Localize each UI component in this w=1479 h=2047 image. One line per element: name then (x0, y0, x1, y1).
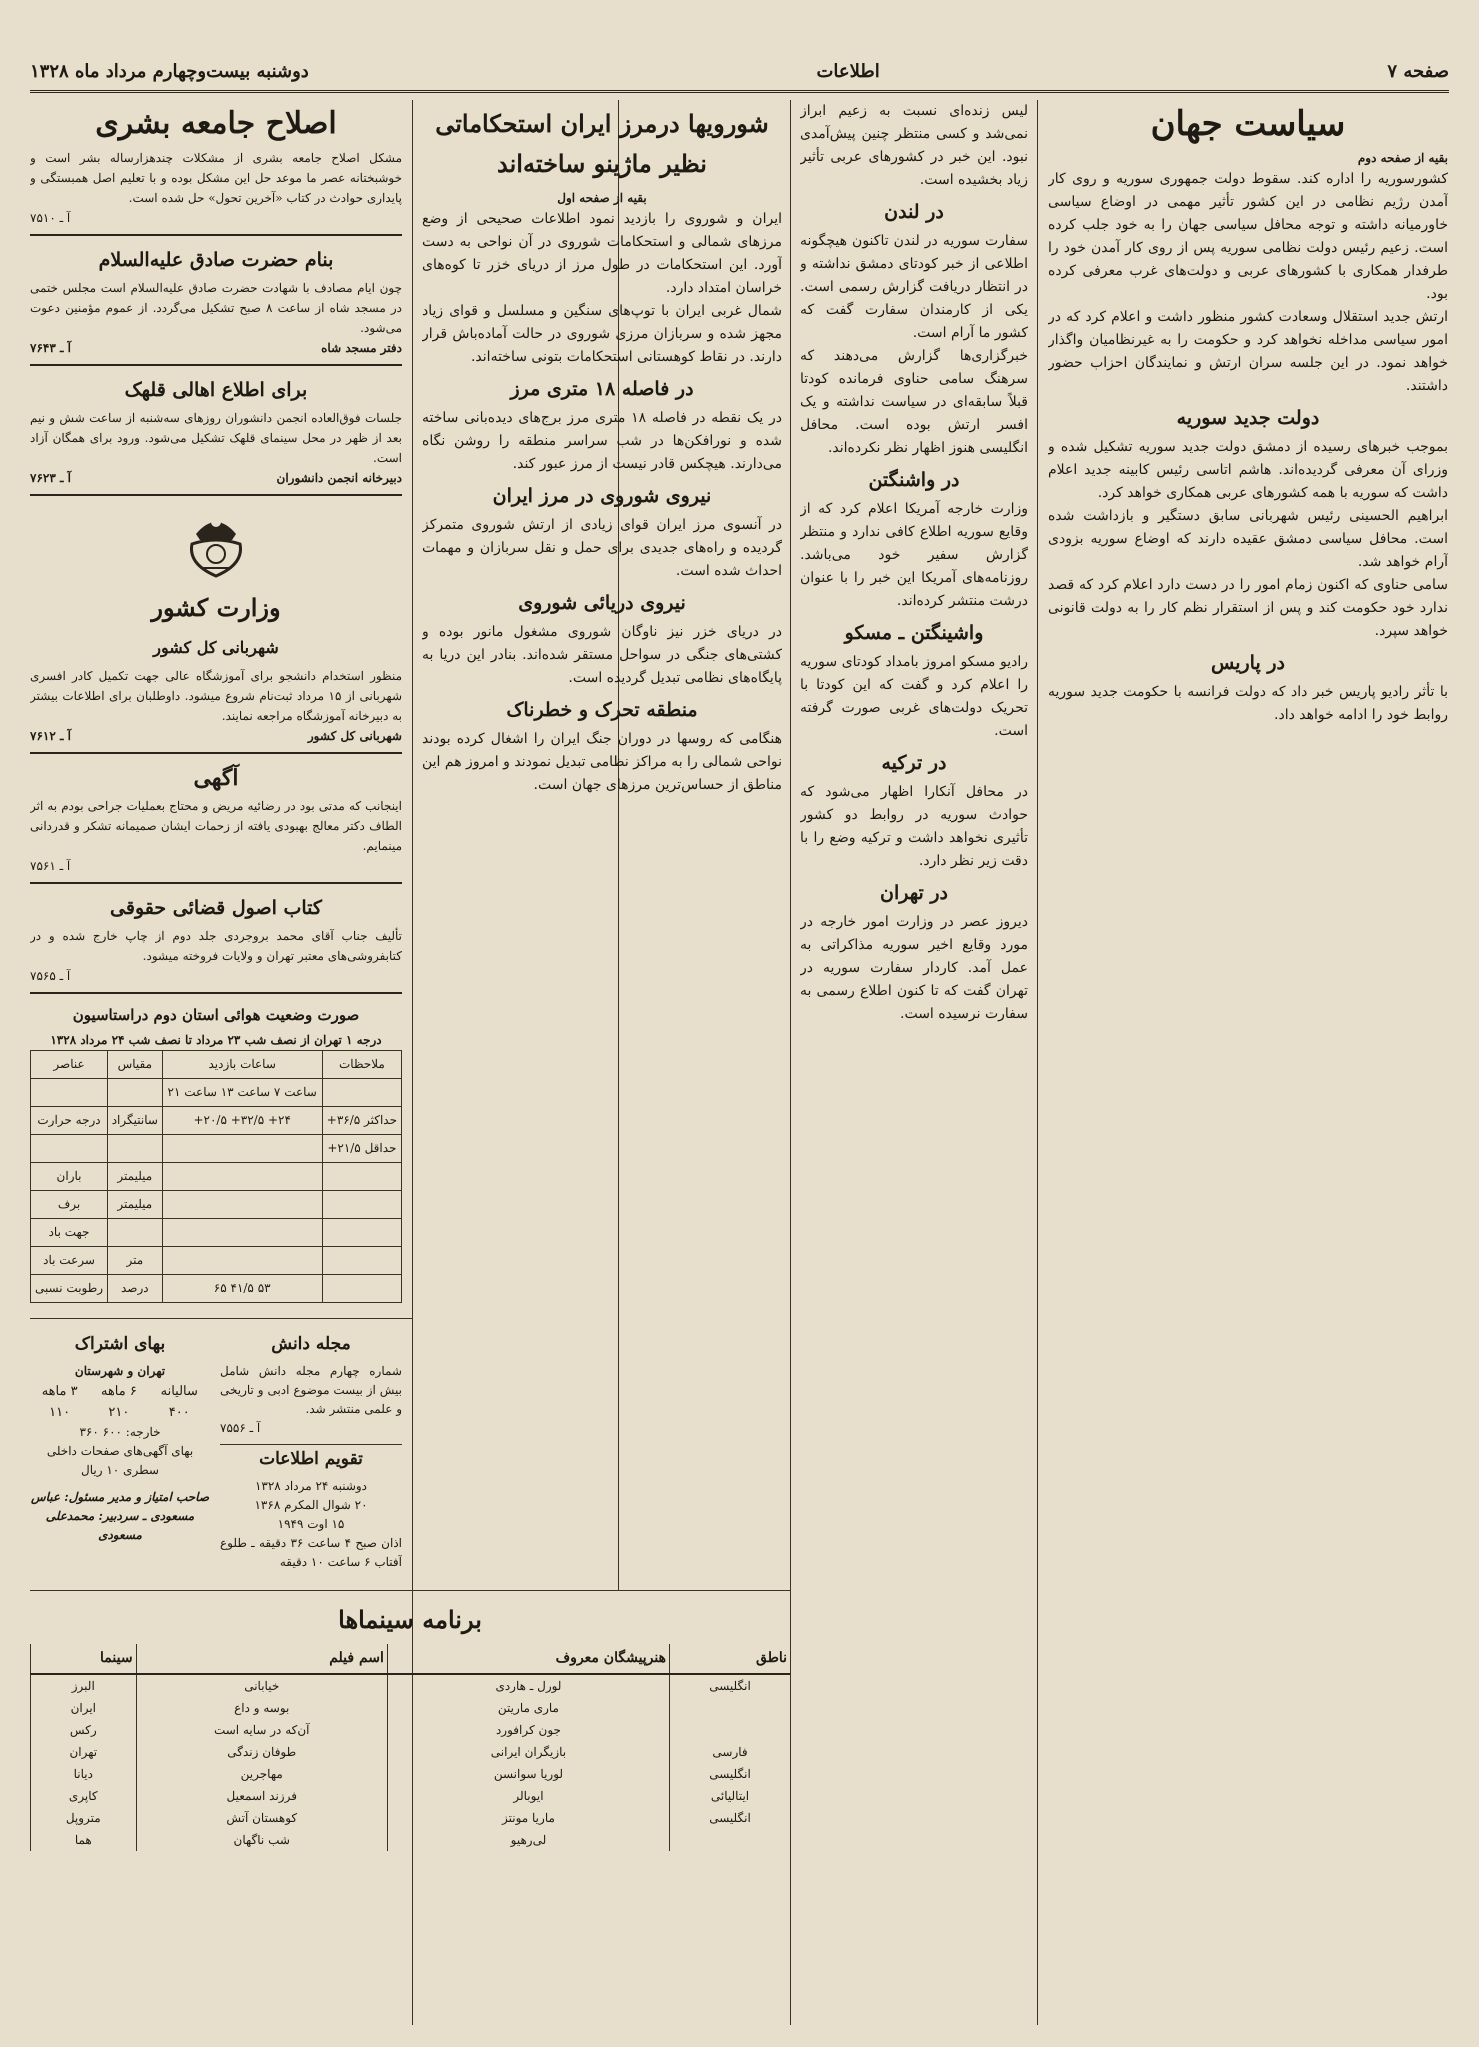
weather-cell: سانتیگراد (108, 1107, 163, 1135)
article-text: سامی حناوی که اکنون زمام امور را در دست دارد اعلام کرد که قصد ندارد خود حکومت کند و پس از استقرار نظم کار را به دولت قانونی خواهد سپرد. (1048, 577, 1448, 639)
subscription-note: بهای آگهی‌های صفحات داخلی سطری ۱۰ ریال (46, 1444, 194, 1477)
weather-cell (162, 1247, 322, 1275)
subscription-title: بهای اشتراک (74, 1334, 166, 1354)
article-text: لیس زنده‌ای نسبت به زعیم ابراز نمی‌شد و کسی منتظر چنین پیش‌آمدی نبود. این خبر در کشورهای عربی تأثیر زیاد بخشیده است. (800, 103, 1028, 188)
cinema-cell: انگلیسی (670, 1807, 790, 1829)
cinema-header: اسم فیلم (136, 1644, 387, 1674)
weather-cell (322, 1275, 401, 1303)
cinema-cell (670, 1829, 790, 1851)
cinema-row (31, 1807, 791, 1829)
calendar-times: اذان صبح ۴ ساعت ۳۶ دقیقه ـ طلوع آفتاب ۶ ساعت ۱۰ دقیقه (220, 1536, 402, 1569)
weather-cell: جهت باد (31, 1219, 108, 1247)
article-text: کشورسوریه را اداره کند. سقوط دولت جمهوری سوریه و روی کار آمدن رژیم نظامی در این کشور تأثیر مهمی در اوضاع سیاسی خاورمیانه داشته و توجه محافل سیاسی جهان را به خود جلب کرده است. زعیم رئیس دولت نظامی سوریه پس از روی کار آمدن خود را طرفدار همکاری با کشورهای عربی و دولت‌های غرب معرفی کرده بود. (1048, 171, 1448, 302)
weather-row (31, 1135, 402, 1163)
article-title: سیاست جهان (1150, 104, 1346, 144)
issue-date: دوشنبه بیست‌وچهارم مرداد ماه ۱۳۲۸ (30, 60, 309, 82)
weather-cell (31, 1135, 108, 1163)
subscription-period: ۳ ماهه (41, 1384, 78, 1399)
weather-cell (162, 1135, 322, 1163)
cinema-cell: تهران (31, 1741, 137, 1763)
cinema-cell: البرز (31, 1674, 137, 1697)
ad-reference: آ ـ ۷۵۶۵ (30, 969, 71, 983)
weather-cell (162, 1163, 322, 1191)
article-text: وزارت خارجه آمریکا اعلام کرد که از وقایع سوریه اطلاع کافی ندارد و منتظر گزارش سفیر خود می‌باشد. روزنامه‌های آمریکا این خبر را با عنوان درشت منتشر کرده‌اند. (800, 501, 1028, 609)
cinema-header: سینما (31, 1644, 137, 1674)
cinema-cell: ماری ماریتن (387, 1697, 669, 1719)
weather-cell: حداکثر ۳۶/۵+ (322, 1107, 401, 1135)
masthead (30, 52, 1449, 93)
section-heading: نیروی شوروی در مرز ایران (492, 485, 712, 507)
subscription-price: ۱۱۰ (49, 1405, 71, 1420)
weather-cell (322, 1219, 401, 1247)
weather-title: صورت وضعیت هوائی استان دوم دراستاسیون (72, 1006, 360, 1024)
notice-title: اصلاح جامعه بشری (95, 106, 337, 141)
notice-title: آگهی (193, 765, 239, 791)
weather-cell (162, 1219, 322, 1247)
ad-reference: آ ـ ۷۶۲۳ (30, 471, 71, 485)
weather-cell (108, 1219, 163, 1247)
subscription-price: ۲۱۰ (108, 1405, 130, 1420)
subscription-table (30, 1381, 210, 1423)
weather-row (31, 1191, 402, 1219)
cinema-title: برنامه سینماها (338, 1605, 482, 1634)
cinema-table (30, 1644, 790, 1851)
weather-cell (108, 1135, 163, 1163)
weather-cell: ۵۳ ۴۱/۵ ۶۵ (162, 1275, 322, 1303)
weather-cell: رطوبت نسبی (31, 1275, 108, 1303)
subscription-price: ۴۰۰ (168, 1405, 190, 1420)
section-heading: دولت جدید سوریه (1176, 407, 1320, 429)
cinema-cell: انگلیسی (670, 1763, 790, 1785)
weather-cell: حداقل ۲۱/۵+ (322, 1135, 401, 1163)
cinema-program (30, 1596, 790, 2016)
weather-header: ملاحظات (322, 1051, 401, 1079)
notice-box (30, 234, 402, 358)
column-soviet-border (422, 100, 782, 1580)
notice-box (30, 364, 402, 488)
article-text: دیروز عصر در وزارت امور خارجه در مورد وقایع اخیر سوریه مذاکراتی به عمل آمد. کاردار سفارت سوریه در تهران گفت که تا کنون اطلاع رسمی به سفارت نرسیده است. (800, 914, 1028, 1022)
article-text: ارتش جدید استقلال وسعادت کشور منظور داشت و اعلام کرد که در امور سیاسی مداخله نخواهد کرد و حکومت را به غیرنظامیان واگذار خواهد نمود. در این جلسه سران ارتش و نمایندگان احزاب حضور داشتند. (1048, 309, 1448, 394)
cinema-cell: دیانا (31, 1763, 137, 1785)
notice-title: برای اطلاع اهالی قلهک (124, 379, 308, 401)
section-heading: در پاریس (1210, 652, 1285, 674)
weather-subtitle: درجه ۱ تهران از نصف شب ۲۳ مرداد تا نصف شب ۲۴ مرداد ۱۳۲۸ (50, 1033, 382, 1047)
cinema-cell: فرزند اسمعیل (136, 1785, 387, 1807)
calendar-list (220, 1477, 402, 1534)
page-number: صفحه ۷ (1387, 60, 1449, 82)
weather-cell (162, 1191, 322, 1219)
cinema-row (31, 1829, 791, 1851)
paper-name: اطلاعات (816, 60, 880, 82)
weather-cell: برف (31, 1191, 108, 1219)
notice-signature: دفتر مسجد شاه (321, 341, 402, 355)
weather-header: ساعات بازدید (162, 1051, 322, 1079)
cinema-cell (670, 1697, 790, 1719)
section-heading: واشینگتن ـ مسکو (844, 622, 984, 644)
article-text: در یک نقطه در فاصله ۱۸ متری مرز برج‌های دیده‌بانی ساخته شده و نورافکن‌ها در شب سراسر منطقه را روشن نگاه می‌دارند. هیچکس قادر نیست از مرز عبور کند. (422, 410, 782, 472)
column-rule (790, 100, 791, 2025)
cinema-row (31, 1674, 791, 1697)
notice-text: تألیف جناب آقای محمد بروجردی جلد دوم از چاپ خارج شده و در کتابفروشی‌های معتبر تهران و ولایات فروخته میشود. (30, 929, 402, 963)
cinema-cell: شب ناگهان (136, 1829, 387, 1851)
weather-cell: درصد (108, 1275, 163, 1303)
weather-cell: درجه حرارت (31, 1107, 108, 1135)
cinema-cell: انگلیسی (670, 1674, 790, 1697)
weather-cell (322, 1247, 401, 1275)
subscription-subtitle: تهران و شهرستان (74, 1364, 166, 1378)
cinema-cell: رکس (31, 1719, 137, 1741)
article-text: در دریای خزر نیز ناوگان شوروی مشغول مانور بوده و کشتی‌های جنگی در سواحل مستقر شده‌اند. بنادر این دریا به پایگاه‌های نظامی تبدیل گردیده است. (422, 624, 782, 686)
ad-reference: آ ـ ۷۵۵۶ (220, 1421, 261, 1435)
article-text: شمال غربی ایران با توپ‌های سنگین و مسلسل و قوای زیاد مجهز شده و سربازان مرزی شوروی در حالت آماده‌باش قرار دارند. در نقاط کوهستانی استحکامات بتونی ساخته‌اند. (422, 303, 782, 365)
article-title: شورویها درمرز ایران استحکاماتی نظیر ماژینو ساخته‌اند (435, 109, 769, 178)
continued-note: بقیه از صفحه اول (557, 191, 647, 205)
weather-table (30, 1050, 402, 1303)
cinema-cell: طوفان زندگی (136, 1741, 387, 1763)
weather-row (31, 1107, 402, 1135)
calendar-date: دوشنبه ۲۴ مرداد ۱۳۲۸ (254, 1479, 368, 1493)
notice-title: وزارت کشور (151, 593, 281, 622)
cinema-cell: بازیگران ایرانی (387, 1741, 669, 1763)
subscription-box (30, 1324, 210, 1586)
cinema-cell: خیابانی (136, 1674, 387, 1697)
weather-header: عناصر (31, 1051, 108, 1079)
cinema-cell: فارسی (670, 1741, 790, 1763)
cinema-cell: کاپری (31, 1785, 137, 1807)
notice-box (30, 882, 402, 986)
calendar-date: ۲۰ شوال المکرم ۱۳۶۸ (254, 1498, 368, 1512)
article-text: با تأثر رادیو پاریس خبر داد که دولت فرانسه با حکومت جدید سوریه روابط خود را ادامه خواهد داد. (1048, 684, 1448, 723)
journal-title: مجله دانش (271, 1334, 351, 1354)
notice-text: چون ایام مصادف با شهادت حضرت صادق علیه‌السلام است مجلس ختمی در مسجد شاه از ساعت ۸ صبح تشکیل می‌گردد. از عموم مؤمنین دعوت می‌شود. (30, 281, 402, 335)
cinema-cell: لورل ـ هاردی (387, 1674, 669, 1697)
cinema-cell: لوریا سوانسن (387, 1763, 669, 1785)
lion-and-sun-emblem-icon (178, 506, 254, 582)
weather-row (31, 1275, 402, 1303)
cinema-cell: جون کرافورد (387, 1719, 669, 1741)
section-heading: در ترکیه (881, 752, 947, 774)
cinema-cell: هما (31, 1829, 137, 1851)
article-text: ایران و شوروی را بازدید نمود اطلاعات صحیحی از وضع مرزهای شمالی و استحکامات شوروی در آن نواحی به دست آورد. این استحکامات در طول مرز از دریای خزر تا کوه‌های خراسان امتداد دارد. (422, 211, 782, 296)
cinema-cell (670, 1719, 790, 1741)
notice-subtitle: شهربانی کل کشور (153, 638, 279, 657)
notice-text: مشکل اصلاح جامعه بشری از مشکلات چندهزارساله بشر است و خوشبختانه عصر ما موعد حل این مشکل بوده و با تعلیم اصل همبستگی و پایداری حوادث در کتاب «آخرین تحول» حل شده است. (30, 151, 402, 205)
journal-text: شماره چهارم مجله دانش شامل بیش از بیست موضوع ادبی و تاریخی و علمی منتشر شد. (220, 1364, 402, 1416)
article-text: بموجب خبرهای رسیده از دمشق دولت جدید سوریه تشکیل شده و وزرای آن معرفی گردیده‌اند. هاشم اتاسی رئیس کابینه جدید اعلام داشت که سوریه با همه کشورهای عربی همکاری خواهد کرد. (1048, 439, 1448, 501)
weather-cell: باران (31, 1163, 108, 1191)
cinema-cell: متروپل (31, 1807, 137, 1829)
section-heading: نیروی دریائی شوروی (518, 592, 686, 614)
weather-cell: سرعت باد (31, 1247, 108, 1275)
journal-and-calendar (220, 1324, 402, 1586)
weather-cell: ۲۴+ ۳۲/۵+ ۲۰/۵+ (162, 1107, 322, 1135)
weather-cell: متر (108, 1247, 163, 1275)
section-heading: در واشنگتن (868, 469, 960, 491)
ad-reference: آ ـ ۷۵۱۰ (30, 211, 71, 225)
article-text: در آنسوی مرز ایران قوای زیادی از ارتش شوروی متمرکز گردیده و راه‌های جدیدی برای حمل و نقل سربازان و مهمات احداث شده است. (422, 517, 782, 579)
section-rule (30, 1590, 790, 1591)
subscription-foreign: خارجه: ۶۰۰ ۳۶۰ (79, 1425, 161, 1439)
weather-cell (322, 1163, 401, 1191)
cinema-cell: لی‌رهیو (387, 1829, 669, 1851)
article-text: هنگامی که روسها در دوران جنگ ایران را اشغال کرده بودند نواحی شمالی را به مراکز نظامی تبدیل نمودند و امروز هم این مناطق از حساس‌ترین مرزهای جهان است. (422, 731, 782, 793)
weather-box (30, 992, 402, 1303)
article-text: سفارت سوریه در لندن تاکنون هیچگونه اطلاعی از خبر کودتای دمشق نداشته و در انتظار دریافت گزارش رسمی است. یکی از کارمندان سفارت گفت که کشور ما آرام است. (800, 233, 1028, 341)
notice-text: اینجانب که مدتی بود در رضائیه مریض و محتاج بعملیات جراحی بودم به اثر الطاف دکتر معالج بهبودی یافته از زحمات ایشان صمیمانه تشکر و قدردانی مینمایم. (30, 799, 402, 853)
cinema-header: هنرپیشگان معروف (387, 1644, 669, 1674)
section-heading: در فاصله ۱۸ متری مرز (510, 378, 694, 400)
notice-title: کتاب اصول قضائی حقوقی (110, 897, 322, 919)
weather-cell (322, 1191, 401, 1219)
section-rule (30, 1318, 412, 1319)
cinema-cell: ایتالیائی (670, 1785, 790, 1807)
article-text: در محافل آنکارا اظهار می‌شود که حوادث سوریه در روابط دو کشور تأثیری نخواهد داشت و ترکیه وضع را با دقت زیر نظر دارد. (800, 784, 1028, 869)
cinema-cell: ایوبالر (387, 1785, 669, 1807)
cinema-cell: آن‌که در سایه است (136, 1719, 387, 1741)
article-text: ابراهیم الحسینی رئیس شهربانی سابق دستگیر و بازداشت شده است. محافل سیاسی دمشق عقیده دارند که اوضاع سوریه بزودی آرام خواهد شد. (1048, 508, 1448, 570)
weather-cell: میلیمتر (108, 1191, 163, 1219)
cinema-row (31, 1741, 791, 1763)
calendar-title: تقویم اطلاعات (220, 1444, 402, 1473)
notice-text: جلسات فوق‌العاده انجمن دانشوران روزهای سه‌شنبه از ساعت شش و نیم بعد از ظهر در محل سینمای قلهک تشکیل می‌شود. ورود برای همگان آزاد است. (30, 411, 402, 465)
column-world-politics-continued (800, 100, 1028, 2025)
column-world-politics (1048, 100, 1448, 2025)
ad-reference: آ ـ ۷۶۱۲ (30, 729, 71, 743)
section-heading: منطقه تحرک و خطرناک (506, 699, 698, 721)
weather-row (31, 1247, 402, 1275)
ad-reference: آ ـ ۷۶۴۳ (30, 341, 71, 355)
cinema-cell: ماریا مونتز (387, 1807, 669, 1829)
continued-note: بقیه از صفحه دوم (1357, 151, 1448, 165)
cinema-cell: ایران (31, 1697, 137, 1719)
cinema-header: ناطق (670, 1644, 790, 1674)
cinema-cell: بوسه و داع (136, 1697, 387, 1719)
column-rule (1037, 100, 1038, 2025)
editors-signature: صاحب امتیاز و مدیر مسئول: عباس مسعودی ـ سردبیر: محمدعلی مسعودی (30, 1490, 210, 1542)
notice-title: بنام حضرت صادق علیه‌السلام (98, 249, 334, 271)
ad-reference: آ ـ ۷۵۶۱ (30, 859, 71, 873)
cinema-row (31, 1763, 791, 1785)
cinema-row (31, 1785, 791, 1807)
cinema-row (31, 1719, 791, 1741)
article-text: رادیو مسکو امروز بامداد کودتای سوریه را اعلام کرد و گفت که این کودتا با تحریک دولت‌های غربی صورت گرفته است. (800, 654, 1028, 739)
notice-signature: دبیرخانه انجمن دانشوران (276, 471, 402, 485)
article-text: خبرگزاری‌ها گزارش می‌دهند که سرهنگ سامی حناوی فرمانده کودتا قبلاً سابقه‌ای در سیاست نداشته و یک افسر ارتش بوده است. محافل انگلیسی هنوز اظهار نظر نکرده‌اند. (800, 348, 1028, 456)
section-heading: در تهران (879, 882, 948, 904)
weather-header: مقیاس (108, 1051, 163, 1079)
cinema-cell: مهاجرین (136, 1763, 387, 1785)
weather-row (31, 1163, 402, 1191)
notice-text: منظور استخدام دانشجو برای آموزشگاه عالی جهت تکمیل کادر افسری شهربانی از ۱۵ مرداد ثبت‌نام شروع میشود. داوطلبان برای اطلاعات بیشتر به دبیرخانه آموزشگاه مراجعه نمایند. (30, 669, 402, 723)
weather-row (31, 1219, 402, 1247)
weather-cell: میلیمتر (108, 1163, 163, 1191)
subscription-period: سالیانه (160, 1384, 198, 1399)
notice-box (30, 752, 402, 876)
section-heading: در لندن (884, 201, 944, 223)
cinema-row (31, 1697, 791, 1719)
notice-signature: شهربانی کل کشور (307, 729, 402, 743)
notice-box (30, 494, 402, 746)
subscription-period: ۶ ماهه (100, 1384, 137, 1399)
cinema-cell: کوهستان آتش (136, 1807, 387, 1829)
calendar-date: ۱۵ اوت ۱۹۴۹ (277, 1517, 345, 1531)
weather-times: ساعت ۷ ساعت ۱۳ ساعت ۲۱ (162, 1079, 322, 1107)
